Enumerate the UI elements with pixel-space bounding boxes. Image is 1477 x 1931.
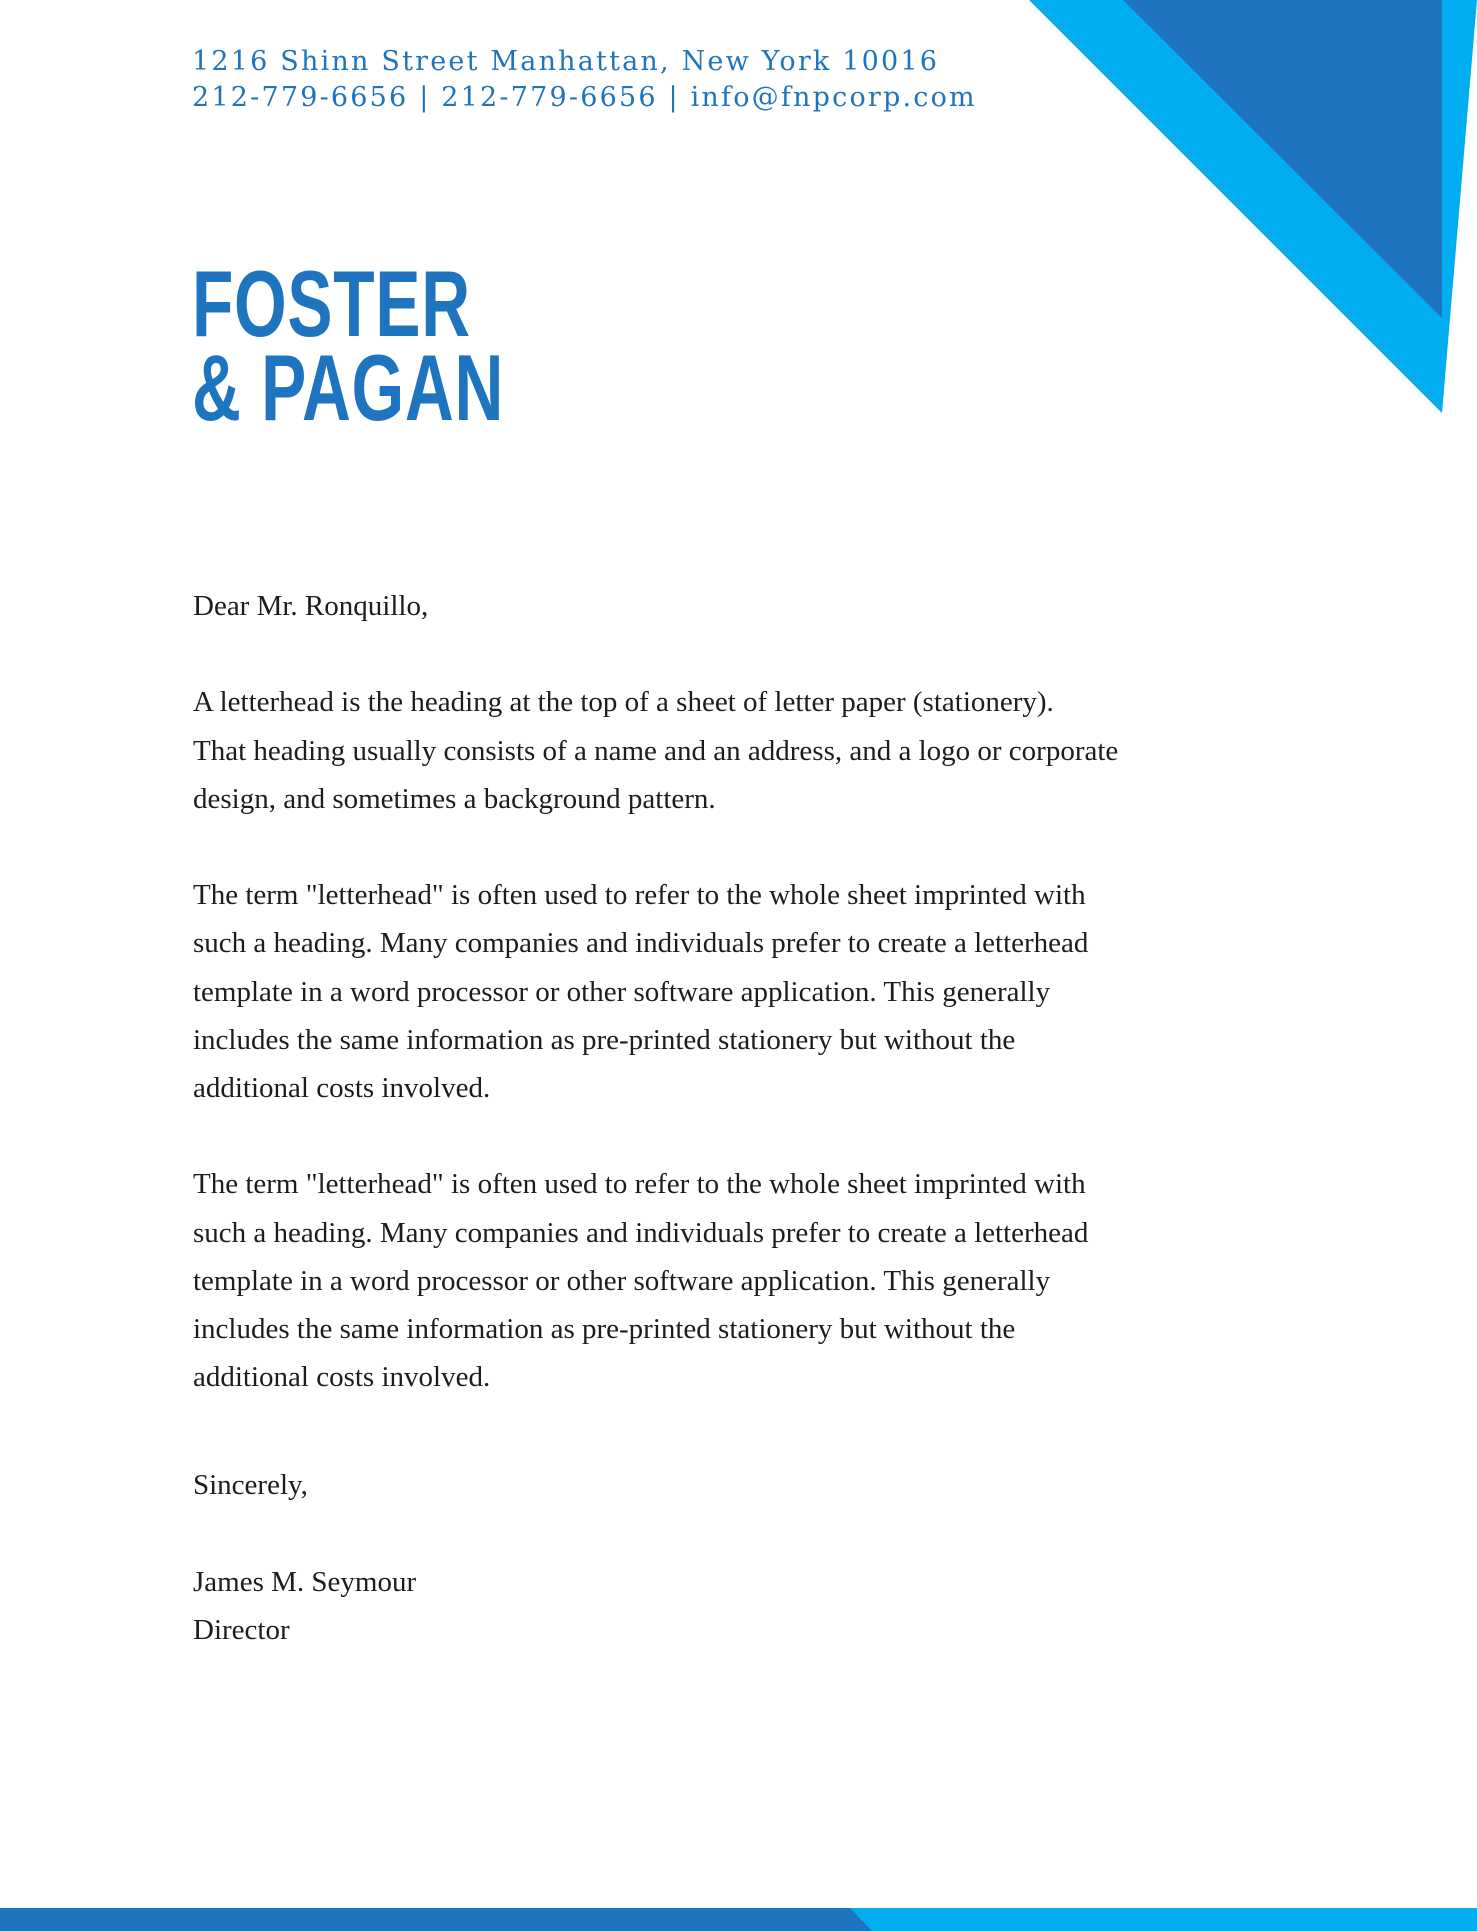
paragraph-1-line: A letterhead is the heading at the top of a sheet of letter paper (stationery).	[193, 686, 1054, 719]
footer-blue-band	[0, 1908, 872, 1931]
signer-title: Director	[193, 1614, 290, 1646]
paragraph-3-line: additional costs involved.	[193, 1361, 491, 1394]
salutation: Dear Mr. Ronquillo,	[193, 590, 429, 622]
paragraph-1-line: design, and sometimes a background pattern.	[193, 782, 716, 815]
closing: Sincerely,	[193, 1469, 308, 1502]
footer-stripe-bar	[0, 1908, 1477, 1931]
paragraph-3-line: template in a word processor or other software application. This generally	[193, 1264, 1051, 1297]
paragraph-2-line: additional costs involved.	[193, 1072, 491, 1104]
letter-body	[193, 582, 1293, 1654]
signer-name: James M. Seymour	[193, 1565, 417, 1598]
contact-line: 212-779-6656 | 212-779-6656 | info@fnpcorp.com	[192, 82, 977, 113]
brand-line-2: & PAGAN	[192, 335, 505, 440]
paragraph-2-line: includes the same information as pre-printed stationery but without the	[193, 1023, 1016, 1056]
paragraph-2-line: template in a word processor or other software application. This generally	[193, 975, 1051, 1008]
paragraph-3-line: such a heading. Many companies and individuals prefer to create a letterhead	[193, 1216, 1089, 1249]
paragraph-1-line: That heading usually consists of a name and an address, and a logo or corporate	[193, 734, 1119, 767]
corner-stripe-graphic	[1000, 0, 1477, 420]
paragraph-3-line: The term "letterhead" is often used to refer to the whole sheet imprinted with	[193, 1168, 1086, 1201]
brand-line-1: FOSTER	[192, 251, 471, 356]
company-logo-text	[192, 251, 505, 440]
contact-info	[192, 44, 977, 116]
paragraph-2-line: The term "letterhead" is often used to refer to the whole sheet imprinted with	[193, 879, 1086, 912]
paragraph-3-line: includes the same information as pre-printed stationery but without the	[193, 1313, 1016, 1345]
paragraph-2-line: such a heading. Many companies and individuals prefer to create a letterhead	[193, 927, 1089, 960]
address-line: 1216 Shinn Street Manhattan, New York 10016	[192, 46, 940, 77]
